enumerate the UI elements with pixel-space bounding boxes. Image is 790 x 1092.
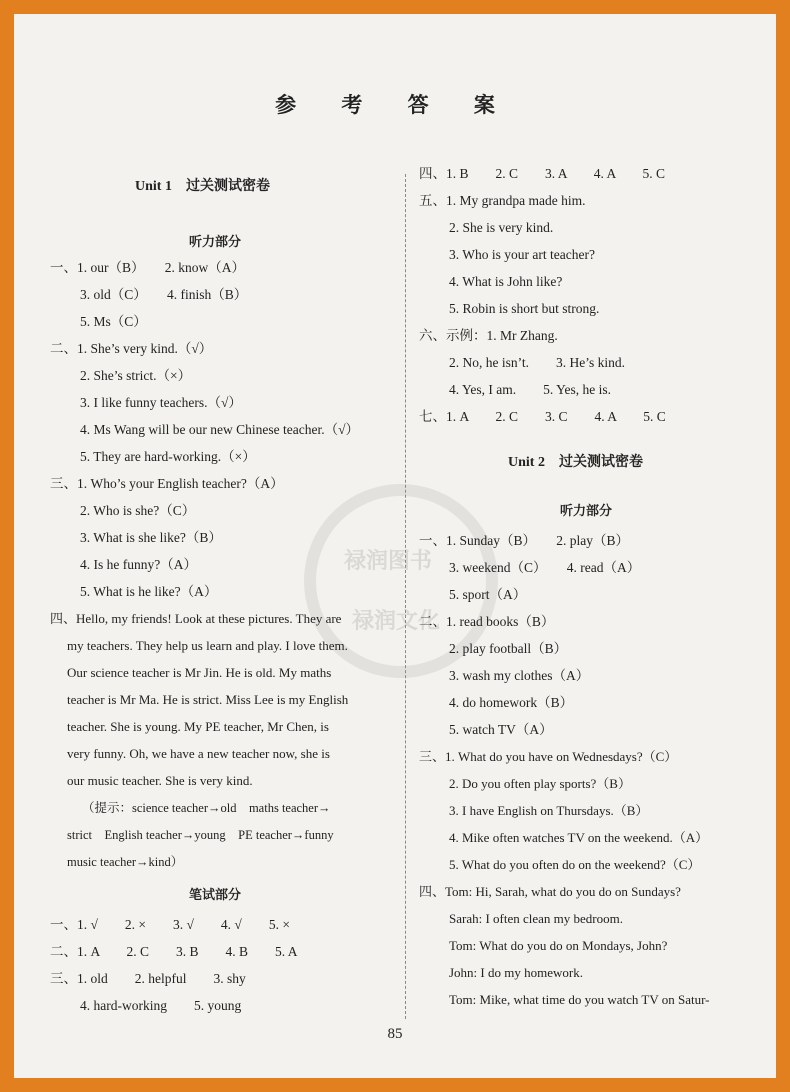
written-heading: 笔试部分: [189, 887, 242, 902]
answer-line: 3. Who is your art teacher?: [449, 247, 595, 262]
answer-line: 4. hard-working 5. young: [80, 998, 242, 1013]
answer-line: 二、1. A 2. C 3. B 4. B 5. A: [50, 944, 298, 959]
answer-line: 5. What is he like?（A）: [80, 584, 218, 599]
passage-line: very funny. Oh, we have a new teacher now, she is: [67, 746, 330, 761]
unit1-heading: Unit 1 过关测试密卷: [135, 179, 270, 194]
answer-line: 七、1. A 2. C 3. C 4. A 5. C: [419, 409, 666, 424]
passage-line: teacher is Mr Ma. He is strict. Miss Lee is my English: [67, 692, 349, 707]
answer-line: 5. sport（A）: [449, 587, 527, 602]
answer-line: 五、1. My grandpa made him.: [419, 193, 586, 208]
answer-line: 一、1. Sunday（B） 2. play（B）: [419, 533, 630, 548]
passage-line: my teachers. They help us learn and play. I love them.: [67, 638, 348, 653]
hint-line: music teacher→kind）: [67, 855, 184, 869]
answer-line: 四、1. B 2. C 3. A 4. A 5. C: [419, 166, 666, 181]
hint-line: strict English teacher→young PE teacher→funny: [67, 828, 334, 842]
dialogue-line: John: I do my homework.: [449, 965, 583, 980]
hint-line: （提示：science teacher→old maths teacher→: [82, 801, 331, 815]
passage-line: teacher. She is young. My PE teacher, Mr Chen, is: [67, 719, 329, 734]
answer-line: 2. No, he isn’t. 3. He’s kind.: [449, 355, 625, 370]
dialogue-line: 四、Tom: Hi, Sarah, what do you do on Sundays?: [419, 884, 681, 899]
dialogue-line: Tom: What do you do on Mondays, John?: [449, 938, 668, 953]
answer-line: 3. wash my clothes（A）: [449, 668, 590, 683]
answer-line: 3. weekend（C） 4. read（A）: [449, 560, 641, 575]
answer-line: 4. What is John like?: [449, 274, 563, 289]
answer-line: 2. She is very kind.: [449, 220, 554, 235]
answer-line: 三、1. old 2. helpful 3. shy: [50, 971, 246, 986]
answer-line: 六、示例：1. Mr Zhang.: [419, 328, 558, 343]
listening-heading-2: 听力部分: [560, 503, 613, 518]
answer-line: 三、1. Who’s your English teacher?（A）: [50, 476, 284, 491]
answer-line: 2. play football（B）: [449, 641, 568, 656]
answer-line: 2. Who is she?（C）: [80, 503, 196, 518]
answer-line: 二、1. She’s very kind.（√）: [50, 341, 213, 356]
answer-line: 4. Is he funny?（A）: [80, 557, 197, 572]
answer-line: 一、1. √ 2. × 3. √ 4. √ 5. ×: [50, 917, 290, 932]
dialogue-line: Tom: Mike, what time do you watch TV on Satur-: [449, 992, 710, 1007]
answer-line: 3. What is she like?（B）: [80, 530, 222, 545]
answer-line: 4. do homework（B）: [449, 695, 574, 710]
answer-line: 二、1. read books（B）: [419, 614, 555, 629]
answer-page: [14, 14, 776, 1078]
unit2-heading: Unit 2 过关测试密卷: [508, 455, 643, 470]
watermark-text-2: 禄润文化: [352, 608, 441, 633]
answer-line: 5. They are hard-working.（×）: [80, 449, 256, 464]
answer-line: 2. Do you often play sports?（B）: [449, 776, 631, 791]
answer-line: 5. watch TV（A）: [449, 722, 553, 737]
answer-line: 4. Mike often watches TV on the weekend.（A）: [449, 830, 709, 845]
answer-line: 3. I have English on Thursdays.（B）: [449, 803, 649, 818]
answer-line: 3. old（C） 4. finish（B）: [80, 287, 248, 302]
page-title: 参 考 答 案: [275, 93, 515, 117]
answer-line: 4. Yes, I am. 5. Yes, he is.: [449, 382, 612, 397]
dialogue-line: Sarah: I often clean my bedroom.: [449, 911, 623, 926]
answer-line: 5. What do you often do on the weekend?（C）: [449, 857, 701, 872]
passage-line: 四、Hello, my friends! Look at these pictures. They are: [50, 611, 342, 626]
watermark-text-1: 禄润图书: [344, 548, 433, 573]
column-divider: [405, 174, 406, 1019]
answer-line: 三、1. What do you have on Wednesdays?（C）: [419, 749, 678, 764]
page-number: 85: [387, 1026, 403, 1042]
answer-line: 一、1. our（B） 2. know（A）: [50, 260, 245, 275]
answer-line: 3. I like funny teachers.（√）: [80, 395, 242, 410]
answer-line: 2. She’s strict.（×）: [80, 368, 192, 383]
passage-line: Our science teacher is Mr Jin. He is old. My maths: [67, 665, 332, 680]
answer-line: 5. Robin is short but strong.: [449, 301, 600, 316]
passage-line: our music teacher. She is very kind.: [67, 773, 253, 788]
listening-heading: 听力部分: [189, 234, 242, 249]
answer-line: 5. Ms（C）: [80, 314, 147, 329]
answer-line: 4. Ms Wang will be our new Chinese teacher.（√）: [80, 422, 360, 437]
